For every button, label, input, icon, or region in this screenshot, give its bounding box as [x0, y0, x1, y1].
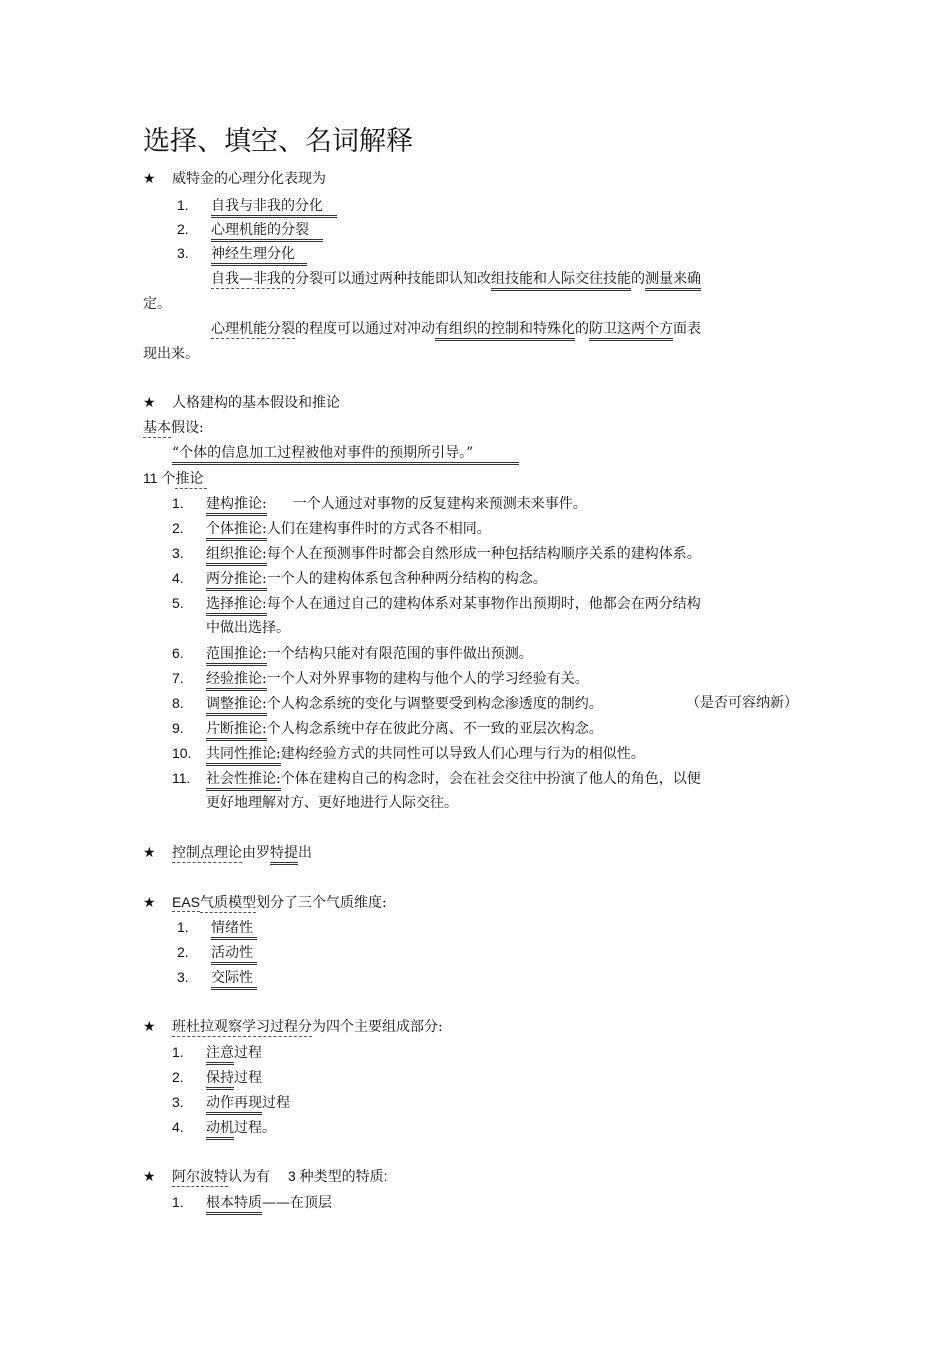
- star-icon: ★: [143, 171, 156, 187]
- corollary-count: [143, 468, 207, 489]
- answer-text: 心理机能的分裂: [211, 222, 323, 242]
- answer-text: 情绪性: [211, 920, 257, 940]
- key-term: 测量来确: [645, 271, 701, 291]
- list-item: [177, 942, 257, 963]
- corollary-desc: 人们在建构事件时的方式各不相同。: [266, 521, 491, 537]
- corollary-desc: 一个结构只能对有限范围的事件做出预测。: [266, 646, 533, 662]
- text: 3 种类型的特质:: [288, 1168, 388, 1184]
- text: 由罗: [242, 845, 270, 861]
- corollary-item: [172, 493, 587, 514]
- text: 的: [575, 321, 589, 337]
- corollary-desc-cont: 更好地理解对方、更好地进行人际交往。: [206, 795, 458, 811]
- section-locus-heading: [143, 843, 312, 863]
- answer-text: 动机: [206, 1120, 234, 1140]
- item-number: 1.: [177, 197, 189, 213]
- item-number: 4.: [172, 570, 184, 586]
- section-allport-heading: [143, 1166, 388, 1187]
- star-icon: ★: [143, 1169, 156, 1185]
- item-number: 2.: [172, 1069, 184, 1085]
- key-term: 心理机能分裂: [211, 321, 295, 337]
- corollary-term: 共同性推论:: [206, 746, 281, 766]
- key-term: 推论: [175, 471, 207, 489]
- item-number: 8.: [172, 695, 184, 711]
- corollary-term: 两分推论:: [206, 571, 267, 591]
- corollary-item: [172, 743, 645, 764]
- answer-text: 注意: [206, 1045, 234, 1065]
- key-term: 防卫这两个方: [589, 321, 673, 341]
- item-number: 4.: [172, 1119, 184, 1135]
- key-term: 组技能和人际交往技能: [491, 271, 631, 291]
- page-title: 选择、填空、名词解释: [143, 126, 413, 157]
- key-term: 阿尔波特: [172, 1169, 228, 1185]
- text: 为四个主要组成部分:: [312, 1019, 443, 1035]
- key-term: 特提: [270, 845, 298, 865]
- corollary-desc: 个体在建构自己的构念时，会在社会交往中扮演了他人的角色，以便: [280, 771, 701, 787]
- item-number: 3.: [177, 969, 189, 985]
- text: 11 个: [143, 470, 176, 486]
- quote-text: “个体的信息加工过程被他对事件的预期所引导。”: [172, 445, 519, 465]
- paragraph-line: 定。: [143, 296, 171, 312]
- list-item: [177, 195, 337, 216]
- text: ——在顶层: [262, 1195, 332, 1211]
- star-icon: ★: [143, 895, 156, 911]
- heading-text: 人格建构的基本假设和推论: [172, 395, 340, 411]
- answer-text: 自我与非我的分化: [211, 198, 337, 218]
- section-witkin-heading: [143, 169, 326, 189]
- corollary-item: [172, 693, 603, 714]
- answer-text: 动作再现: [206, 1095, 262, 1115]
- key-term: 控制点理论: [172, 845, 242, 861]
- item-number: 3.: [172, 545, 184, 561]
- answer-text: 保持: [206, 1070, 234, 1090]
- text: 过程: [234, 1070, 262, 1086]
- item-number: 1.: [177, 919, 189, 935]
- text: 分裂可以通过两种技能即认知改: [295, 271, 491, 287]
- corollary-desc-cont: 中做出选择。: [206, 620, 290, 636]
- star-icon: ★: [143, 1019, 156, 1035]
- key-term: 有组织的控制和特殊化: [435, 321, 575, 341]
- corollary-term: 组织推论:: [206, 546, 267, 566]
- answer-text: 交际性: [211, 970, 257, 990]
- list-item: [177, 219, 323, 240]
- item-number: 7.: [172, 670, 184, 686]
- list-item: [177, 917, 257, 938]
- corollary-desc: 每个人在通过自己的建构体系对某事物作出预期时，他都会在两分结构: [266, 596, 701, 612]
- item-number: 3.: [172, 1094, 184, 1110]
- section-eas-heading: [143, 892, 387, 913]
- text: 过程。: [234, 1120, 276, 1136]
- item-number: 11.: [172, 770, 191, 786]
- item-number: 9.: [172, 720, 184, 736]
- item-number: 1.: [172, 1044, 184, 1060]
- corollary-desc: 个人构念系统的变化与调整要受到构念渗透度的制约。: [266, 696, 603, 712]
- list-item: [172, 1117, 276, 1138]
- corollary-desc: 每个人在预测事件时都会自然形成一种包括结构顺序关系的建构体系。: [266, 546, 701, 562]
- text: 划分了三个气质维度:: [256, 895, 387, 911]
- corollary-item: [172, 518, 491, 539]
- paragraph-line: 现出来。: [143, 346, 199, 362]
- list-item: [172, 1067, 262, 1088]
- corollary-term: 经验推论:: [206, 671, 267, 691]
- text: 假设:: [171, 420, 204, 436]
- paragraph-line: [211, 269, 701, 289]
- list-item: [172, 1092, 290, 1113]
- corollary-item: [172, 643, 533, 664]
- corollary-desc: 建构经验方式的共同性可以导致人们心理与行为的相似性。: [280, 746, 645, 762]
- section-bandura-heading: [143, 1017, 443, 1037]
- list-item: [177, 967, 257, 988]
- corollary-item: [172, 668, 589, 689]
- item-number: 1.: [172, 495, 184, 511]
- star-icon: ★: [143, 845, 156, 861]
- text: 认为有: [228, 1169, 270, 1185]
- corollary-term: 片断推论:: [206, 721, 267, 741]
- key-term: 自我—非我的: [211, 271, 295, 287]
- corollary-term: 个体推论:: [206, 521, 267, 541]
- key-term: EAS: [172, 894, 201, 910]
- assumption-quote: [172, 443, 519, 463]
- paragraph-line: [211, 319, 701, 339]
- corollary-item: [172, 593, 701, 614]
- list-item: [177, 243, 307, 264]
- text: 过程: [262, 1095, 290, 1111]
- text: 的: [631, 271, 645, 287]
- text: 的程度可以通过对冲动: [295, 321, 435, 337]
- answer-text: 神经生理分化: [211, 246, 307, 266]
- text: 出: [298, 845, 312, 861]
- corollary-item: [172, 768, 701, 789]
- corollary-item: [172, 718, 603, 739]
- item-number: 5.: [172, 595, 184, 611]
- basic-assumption-label: [143, 418, 204, 438]
- answer-text: 根本特质: [206, 1195, 262, 1215]
- corollary-desc: 个人构念系统中存在彼此分离、不一致的亚层次构念。: [266, 721, 603, 737]
- corollary-term: 调整推论:: [206, 696, 267, 716]
- corollary-desc: 一个人对外界事物的建构与他个人的学习经验有关。: [266, 671, 589, 687]
- corollary-term: 建构推论:: [206, 496, 267, 516]
- text: 面表: [673, 321, 701, 337]
- item-number: 2.: [177, 944, 189, 960]
- key-term: 班杜拉观察学习过程分: [172, 1019, 312, 1035]
- corollary-item: [172, 543, 701, 564]
- corollary-desc: 一个人通过对事物的反复建构来预测未来事件。: [292, 496, 587, 512]
- item-number: 2.: [172, 520, 184, 536]
- text: 过程: [234, 1045, 262, 1061]
- corollary-term: 社会性推论:: [206, 771, 281, 791]
- corollary-desc: 一个人的建构体系包含种种两分结构的构念。: [266, 571, 547, 587]
- corollary-term: 范围推论:: [206, 646, 267, 666]
- heading-text: 威特金的心理分化表现为: [172, 171, 326, 187]
- key-term: 气质模型: [200, 895, 257, 911]
- list-item: [172, 1042, 262, 1063]
- corollary-item: [172, 568, 547, 589]
- item-number: 3.: [177, 245, 189, 261]
- answer-text: 活动性: [211, 945, 257, 965]
- list-item: [172, 1192, 332, 1213]
- section-construct-heading: [143, 393, 340, 413]
- item-number: 1.: [172, 1194, 184, 1210]
- item-number: 6.: [172, 645, 184, 661]
- key-term: 基本: [143, 420, 171, 436]
- star-icon: ★: [143, 395, 156, 411]
- corollary-note: （是否可容纳新）: [686, 695, 798, 711]
- item-number: 2.: [177, 221, 189, 237]
- item-number: 10.: [172, 745, 192, 761]
- corollary-term: 选择推论:: [206, 596, 267, 616]
